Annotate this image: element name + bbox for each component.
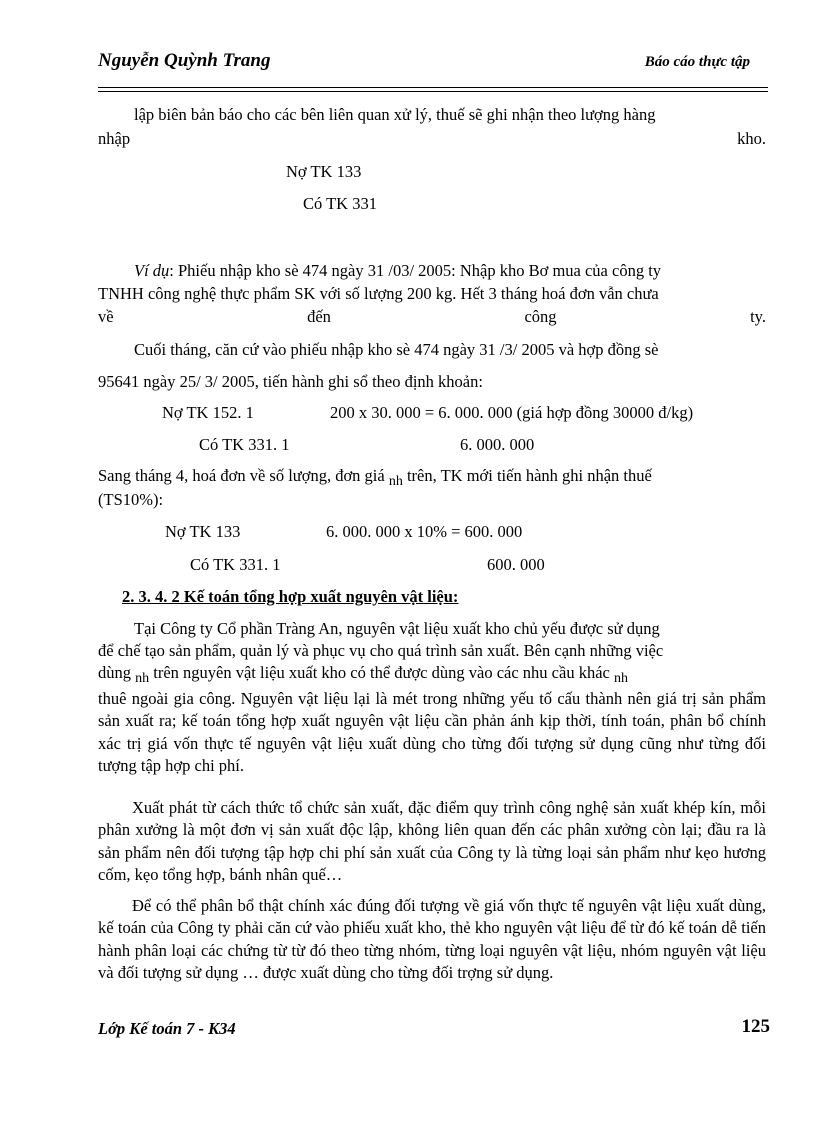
s3-paragraph: Để có thể phân bổ thật chính xác đúng đối tượng về giá vốn thực tế nguyên vật liệu xuất dùng, kế toán của Công ty phải căn cứ vào phiếu xuất kho, thẻ kho nguyên vật liệu để từ đó kế toán dễ tiến hành phân loại các chứng từ từ đó theo từng nhóm, từng loại nguyên vật liệu, nhóm nguyên vật liệu và đối tượng sử dụng … được xuất dùng cho từng đối trợng sử dụng. — [98, 896, 766, 983]
s1-line3-nh1: nh — [135, 671, 150, 686]
p1-line2-left: nhập — [98, 129, 131, 148]
footer-class-label: Lớp Kế toán 7 - K34 — [98, 1019, 236, 1038]
entry2-credit: Có TK 331. 1 — [199, 435, 290, 454]
april-line1-nh: nh — [388, 474, 403, 489]
header-author: Nguyễn Quỳnh Trang — [98, 50, 271, 71]
entry3-debit: Nợ TK 133 — [165, 522, 241, 541]
s1-line3-a: dùng — [98, 663, 136, 682]
entry3-credit-amount: 600. 000 — [487, 555, 545, 574]
endmonth-line1: Cuối tháng, căn cứ vào phiếu nhập kho sè 474 ngày 31 /3/ 2005 và hợp đồng sè — [134, 340, 659, 359]
entry2-debit: Nợ TK 152. 1 — [162, 403, 254, 422]
header-rule-bottom — [98, 91, 768, 92]
s2-paragraph: Xuất phát từ cách thức tổ chức sản xuất, đặc điểm quy trình công nghệ sản xuất khép kín, mỗi phân xưởng là một đơn vị sản xuất độc lập, không liên quan đến các phân xưởng còn lại; đầu ra là sản phẩm nên đối tượng tập hợp chi phí sản xuất của Công ty là từng loại sản phẩm như kẹo hương cốm, kẹo tổng hợp, bánh nhân quế… — [98, 798, 766, 885]
april-line2: (TS10%): — [98, 490, 164, 509]
example-word-0: về — [98, 307, 114, 326]
example-word-1: đến — [307, 307, 331, 326]
entry1-credit: Có TK 331 — [303, 194, 377, 213]
april-line1-b: trên, TK mới tiến hành ghi nhận thuế — [402, 466, 652, 485]
header-report-title: Báo cáo thực tập — [644, 54, 750, 70]
entry2-credit-amount: 6. 000. 000 — [460, 435, 535, 454]
s1-line3 — [98, 663, 628, 686]
entry2-calc: 200 x 30. 000 = 6. 000. 000 (giá hợp đồng 30000 đ/kg) — [330, 403, 694, 422]
s1-line1: Tại Công ty Cổ phần Tràng An, nguyên vật liệu xuất kho chủ yếu được sử dụng — [134, 619, 660, 638]
example-line1-text: : Phiếu nhập kho sè 474 ngày 31 /03/ 2005: Nhập kho Bơ mua của công ty — [169, 261, 662, 280]
s1-line3-b: trên nguyên vật liệu xuất kho có thể được dùng vào các nhu cầu khác — [149, 663, 614, 682]
example-line2: TNHH công nghệ thực phẩm SK với số lượng 200 kg. Hết 3 tháng hoá đơn vẫn chưa — [98, 284, 659, 303]
example-word-2: công — [524, 307, 557, 326]
example-word-3: ty. — [750, 307, 766, 326]
footer-page-number: 125 — [741, 1016, 770, 1037]
s1-line2: để chế tạo sản phẩm, quản lý và phục vụ cho quá trình sản xuất. Bên cạnh những việc — [98, 641, 664, 660]
s1-rest: thuê ngoài gia công. Nguyên vật liệu lại là mét trong những yếu tố cấu thành nên giá trị sản phẩm sản xuất ra; kế toán tổng hợp xuất nguyên vật liệu cần phản ánh kịp thời, tính toán, phân bổ chính xác trị giá vốn thực tế nguyên vật liệu xuất dùng cho từng đối tượng sử dụng cũng như từng đối tượng tập hợp chi phí. — [98, 689, 766, 776]
p1-line2-right: kho. — [737, 129, 766, 148]
entry3-calc: 6. 000. 000 x 10% = 600. 000 — [326, 522, 523, 541]
example-label: Ví dụ — [134, 261, 170, 280]
entry3-credit: Có TK 331. 1 — [190, 555, 281, 574]
entry1-debit: Nợ TK 133 — [286, 162, 362, 181]
p1-line2 — [98, 129, 766, 149]
s1-line3-nh2: nh — [613, 671, 628, 686]
example-line3 — [98, 307, 766, 327]
endmonth-line2: 95641 ngày 25/ 3/ 2005, tiến hành ghi sổ theo định khoản: — [98, 372, 483, 391]
p1-line1: lập biên bản báo cho các bên liên quan xử lý, thuế sẽ ghi nhận theo lượng hàng — [134, 105, 656, 124]
april-line1-a: Sang tháng 4, hoá đơn về số lượng, đơn giá — [98, 466, 389, 485]
section-heading: 2. 3. 4. 2 Kế toán tổng hợp xuất nguyên vật liệu: — [122, 587, 459, 606]
example-line1 — [134, 261, 661, 281]
header-rule-top — [98, 87, 768, 88]
april-line1 — [98, 466, 652, 489]
